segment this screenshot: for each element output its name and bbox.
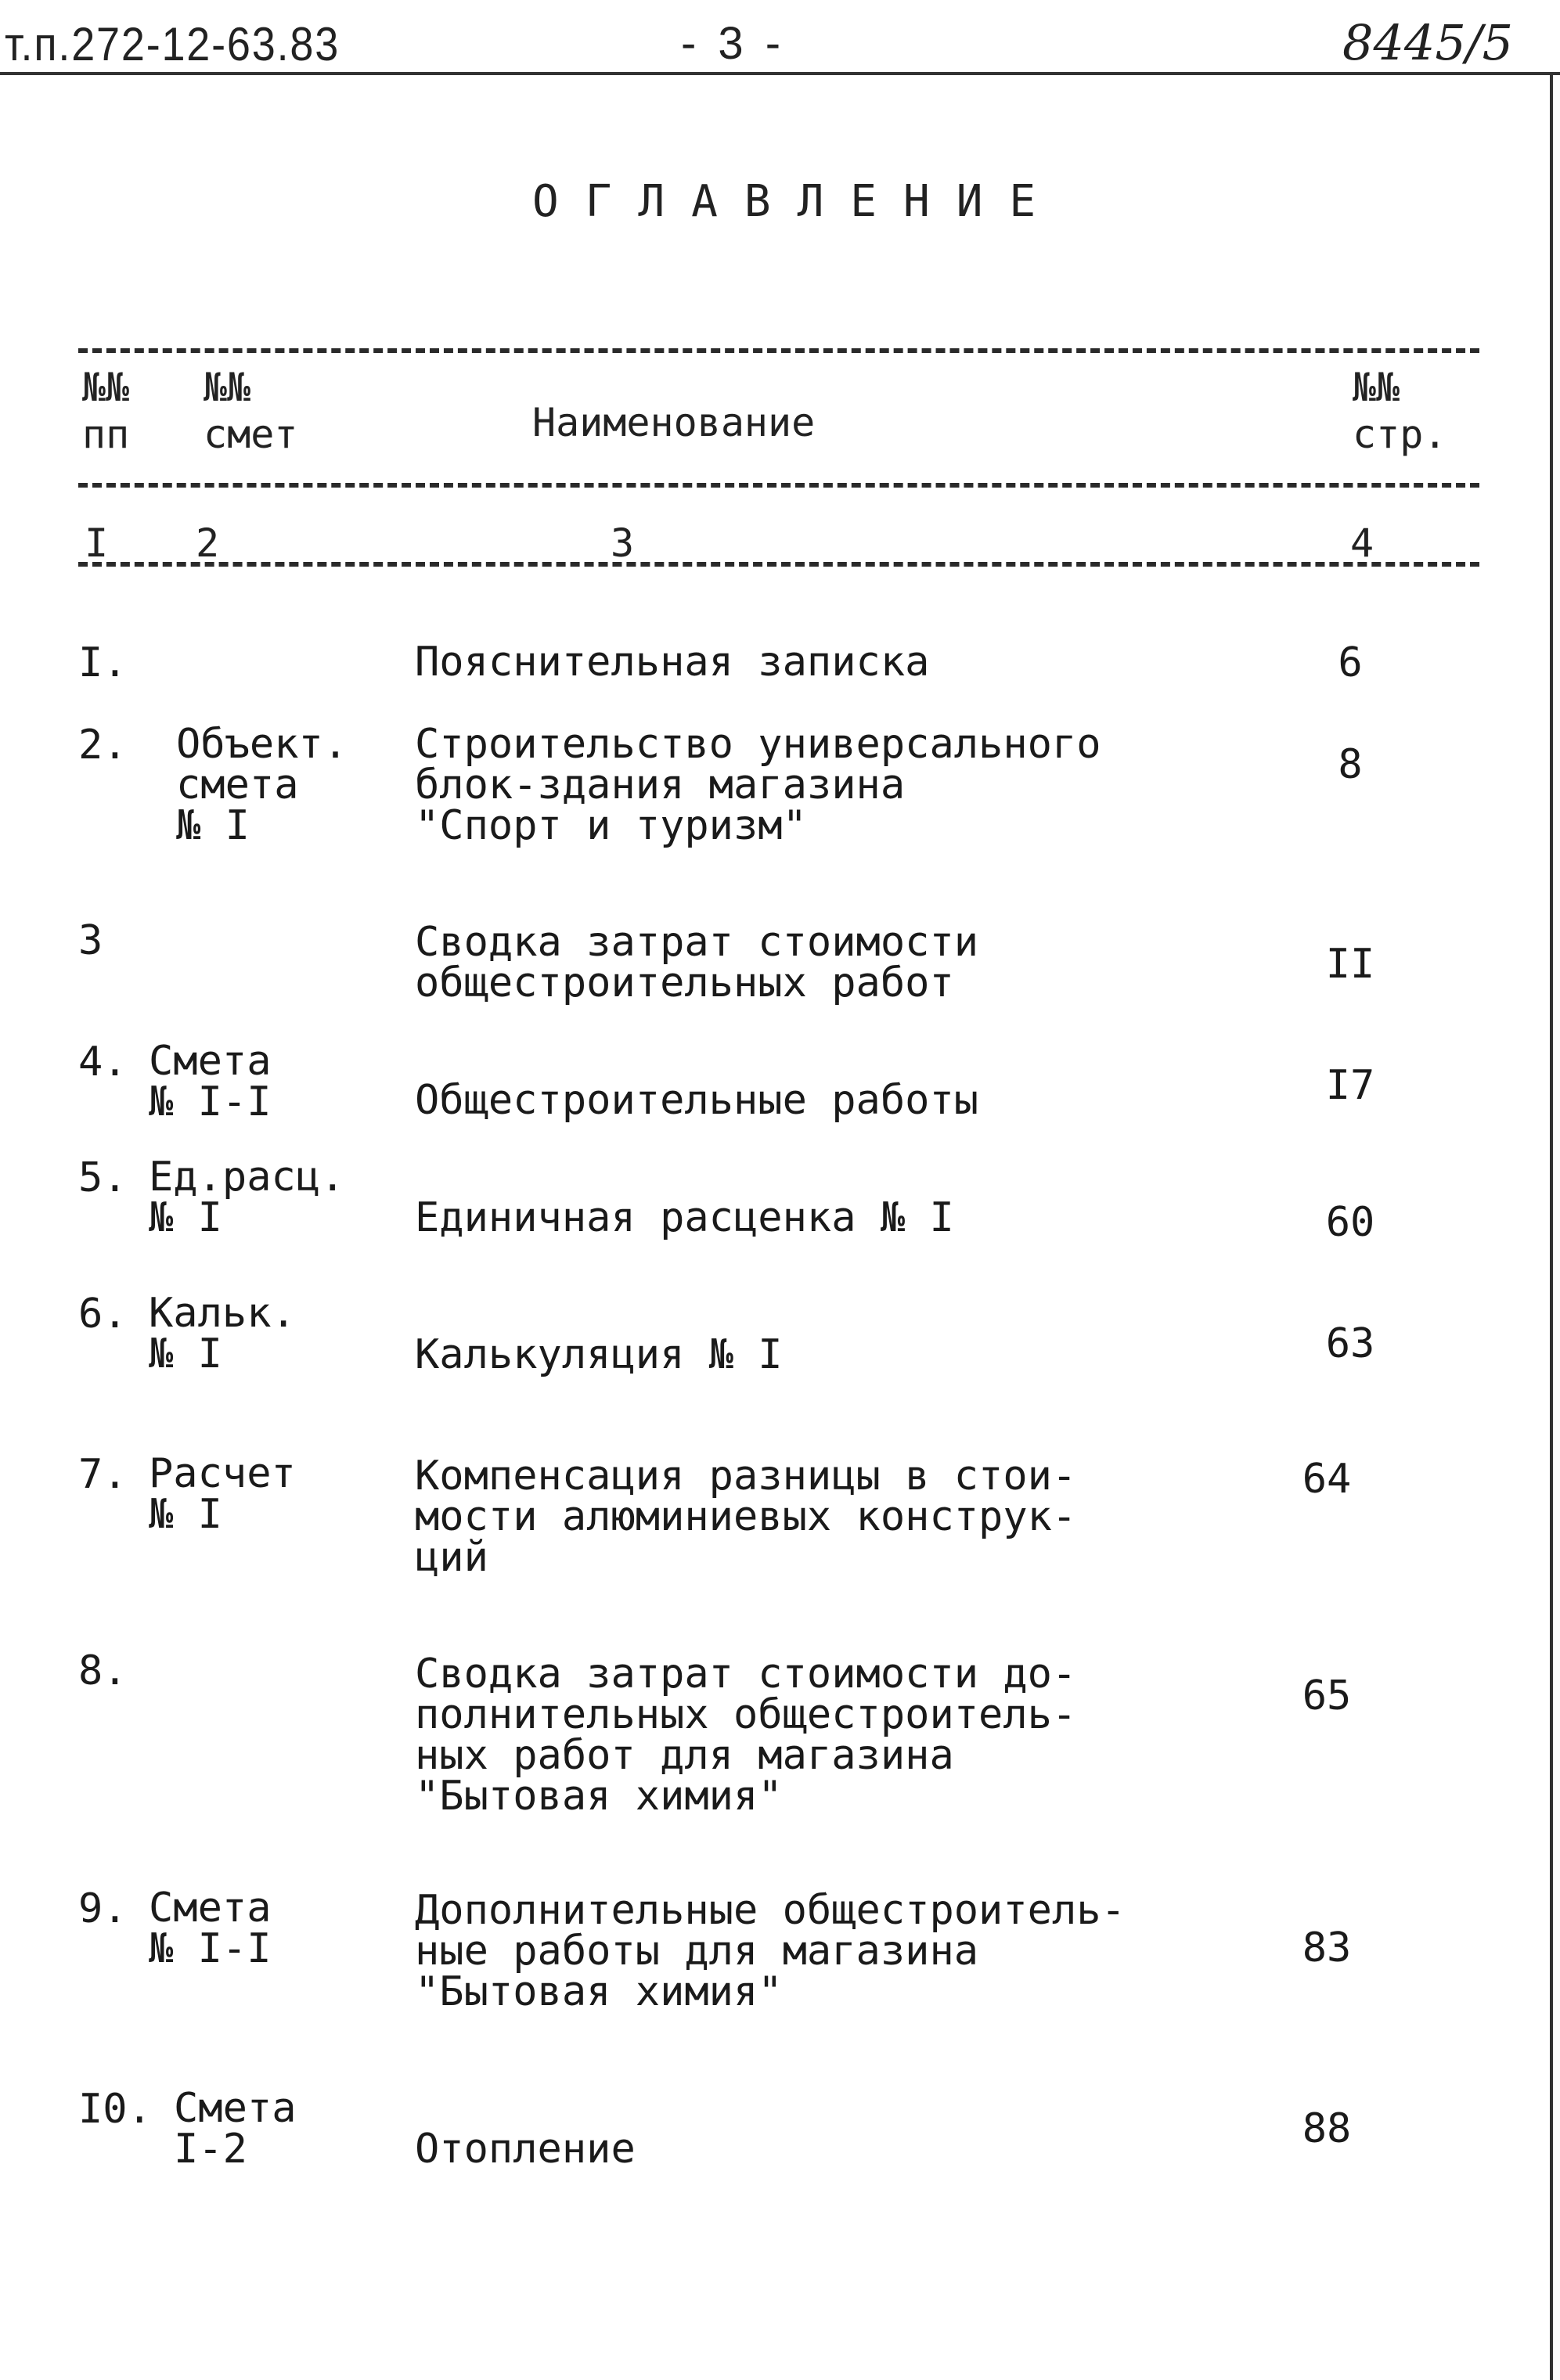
column-number-rule <box>78 562 1479 567</box>
entry-number: 8. <box>78 1647 128 1694</box>
right-border <box>1550 72 1553 2380</box>
entry-number: 4. <box>78 1039 128 1086</box>
entry-estimate: Объект. смета № I <box>176 721 348 849</box>
entry-page: 65 <box>1302 1672 1352 1719</box>
entry-title: Компенсация разницы в стои- мости алюминиевых конструк- ций <box>415 1453 1077 1581</box>
col-number-4: 4 <box>1350 520 1374 566</box>
entry-estimate: Расчет № I <box>149 1450 296 1538</box>
col-no-label: пп <box>82 412 130 457</box>
col-name-label: Наименование <box>532 400 816 445</box>
col-number-3: 3 <box>611 520 635 566</box>
entry-title: Отопление <box>415 2126 636 2173</box>
entry-page: 64 <box>1302 1456 1352 1503</box>
entry-number: 3 <box>78 917 103 964</box>
col-smet-mark: №№ <box>204 365 251 410</box>
entry-page: 60 <box>1325 1199 1375 1246</box>
entry-page: I7 <box>1325 1062 1375 1109</box>
entry-number: 2. <box>78 722 128 769</box>
entry-page: 88 <box>1302 2105 1352 2152</box>
col-no-header <box>82 364 129 458</box>
entry-title: Калькуляция № I <box>415 1331 783 1378</box>
archive-number: 8445/5 <box>1342 14 1514 71</box>
entry-estimate: Ед.расц. № I <box>149 1154 345 1241</box>
entry-estimate: Смета № I-I <box>149 1038 272 1125</box>
col-name-header <box>532 399 815 446</box>
table-top-rule <box>78 348 1479 353</box>
entry-number: 9. <box>78 1885 128 1932</box>
entry-page: 8 <box>1338 741 1363 788</box>
entry-number: I0. <box>78 2086 152 2133</box>
entry-page: II <box>1325 941 1375 988</box>
toc-title: ОГЛАВЛЕНИЕ <box>532 176 1063 227</box>
entry-title: Сводка затрат стоимости до- полнительных общестроитель- ных работ для магазина "Бытовая химия" <box>415 1651 1077 1820</box>
entry-title: Сводка затрат стоимости общестроительных работ <box>415 919 979 1006</box>
col-number-2: 2 <box>196 520 220 566</box>
entry-title: Общестроительные работы <box>415 1077 979 1124</box>
header-code: т.п.272-12-63.83 <box>5 18 340 70</box>
entry-estimate: Кальк. № I <box>149 1290 296 1377</box>
col-page-header <box>1353 364 1447 458</box>
entry-number: I. <box>78 639 128 686</box>
entry-title: Строительство универсального блок-здания магазина "Спорт и туризм" <box>415 721 1101 849</box>
entry-page: 63 <box>1325 1320 1375 1367</box>
entry-number: 6. <box>78 1291 128 1338</box>
table-header-rule <box>78 483 1479 488</box>
entry-title: Единичная расценка № I <box>415 1194 954 1241</box>
entry-page: 6 <box>1338 639 1363 686</box>
page-number: - 3 - <box>681 18 786 69</box>
col-no-mark: №№ <box>82 365 130 410</box>
entry-page: 83 <box>1302 1925 1352 1971</box>
header-rule <box>0 72 1560 75</box>
entry-title: Пояснительная записка <box>415 639 930 686</box>
entry-number: 7. <box>78 1451 128 1498</box>
entry-number: 5. <box>78 1154 128 1201</box>
col-page-mark: №№ <box>1353 365 1400 410</box>
entry-estimate: Смета № I-I <box>149 1885 272 1972</box>
col-number-1: I <box>85 520 109 566</box>
entry-title: Дополнительные общестроитель- ные работы для магазина "Бытовая химия" <box>415 1887 1126 2015</box>
col-smet-label: смет <box>204 412 298 457</box>
col-smet-header <box>204 364 297 458</box>
entry-estimate: Смета I-2 <box>174 2085 297 2173</box>
col-page-label: стр. <box>1353 412 1447 457</box>
